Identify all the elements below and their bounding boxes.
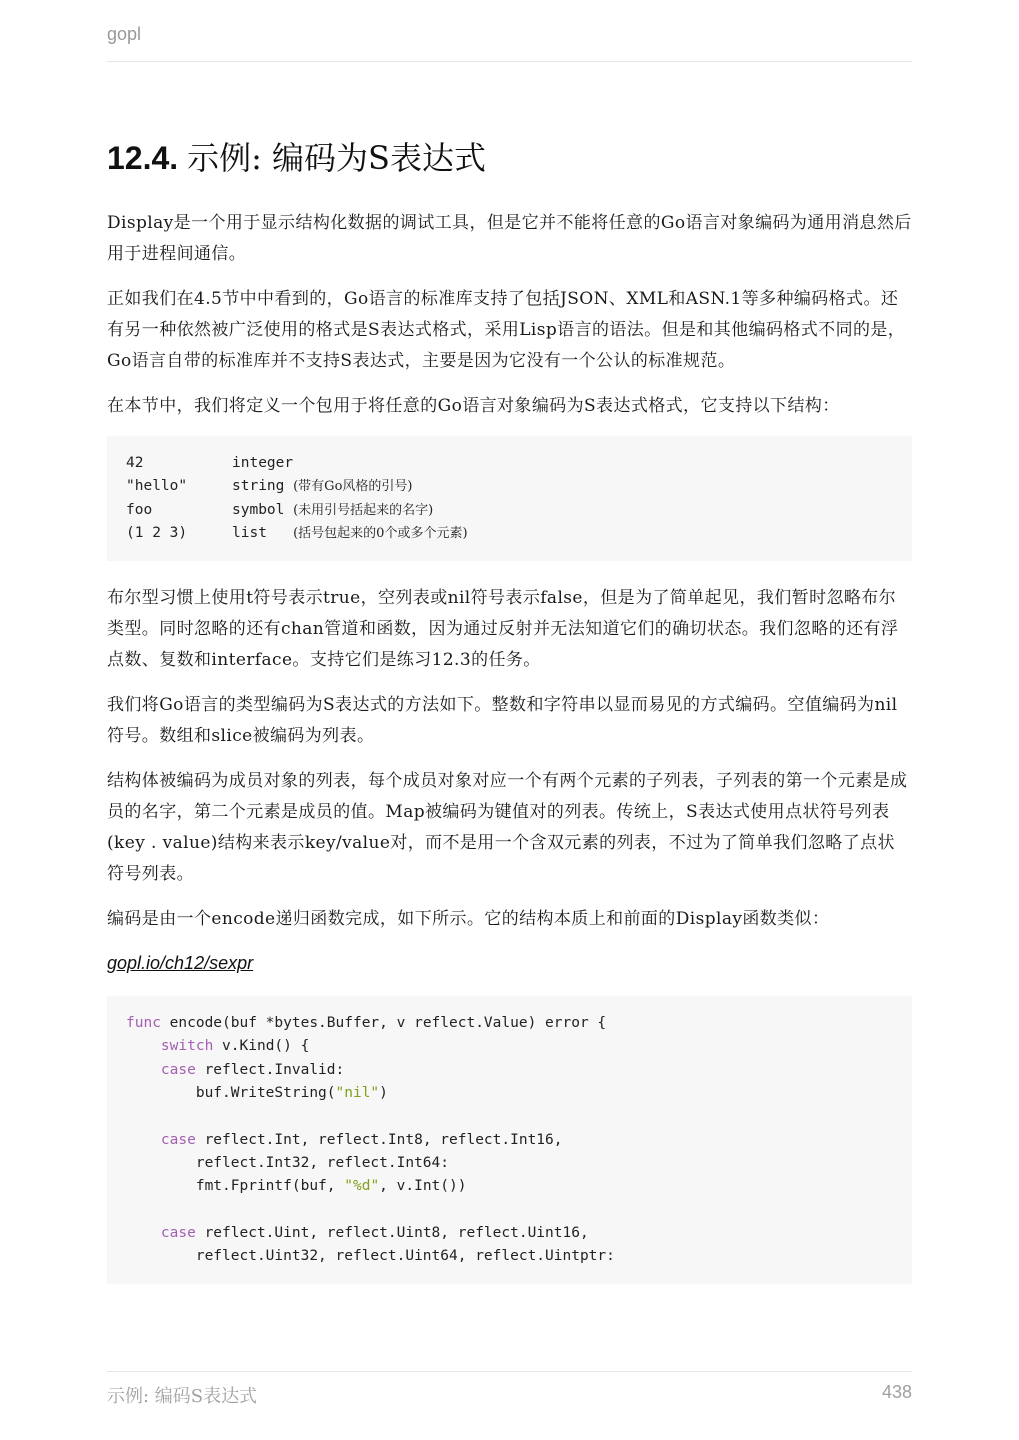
code-text: reflect.Uint, reflect.Uint8, reflect.Uint16, <box>195 1224 589 1241</box>
type-name: integer <box>232 455 294 471</box>
running-header <box>107 24 912 62</box>
code-line-blank <box>126 1199 893 1222</box>
paragraph: 布尔型习惯上使用t符号表示true，空列表或nil符号表示false，但是为了简单起见，我们暂时忽略布尔类型。同时忽略的还有chan管道和函数，因为通过反射并无法知道它们的确切状态。我们忽略的还有浮点数、复数和interface。支持它们是练习12.3的任务。 <box>107 588 899 671</box>
paragraph: 结构体被编码为成员对象的列表，每个成员对象对应一个有两个元素的子列表，子列表的第一个元素是成员的名字，第二个元素是成员的值。Map被编码为键值对的列表。传统上，S表达式使用点状符号列表(key . value)结构来表示key/value对，而不是用一个含双元素的列表，不过为了简单我们忽略了点状符号列表。 <box>107 771 908 885</box>
code-line <box>126 1129 893 1152</box>
type-desc <box>232 499 433 522</box>
type-name: list <box>232 524 294 541</box>
code-keyword: switch <box>160 1038 214 1055</box>
type-value: foo <box>126 501 153 518</box>
type-note: (括号包起来的0个或多个元素) <box>293 525 468 541</box>
code-string: "nil" <box>335 1085 380 1102</box>
code-line <box>126 1059 893 1082</box>
code-keyword: func <box>126 1015 161 1032</box>
footer-section-title: 示例: 编码S表达式 <box>107 1386 258 1407</box>
type-value: (1 2 3) <box>126 524 188 541</box>
code-line <box>126 1012 893 1035</box>
paragraph: 我们将Go语言的类型编码为S表达式的方法如下。整数和字符串以显而易见的方式编码。空值编码为nil符号。数组和slice被编码为列表。 <box>107 695 898 747</box>
source-link[interactable]: gopl.io/ch12/sexpr <box>107 953 254 974</box>
section-number: 12.4. <box>107 140 179 176</box>
code-text: ) <box>379 1085 388 1102</box>
type-name: string <box>232 478 294 495</box>
section-title-text: 示例: 编码为S表达式 <box>187 139 486 177</box>
type-row <box>126 522 893 545</box>
type-note: (未用引号括起来的名字) <box>293 502 434 518</box>
code-text: v.Kind() { <box>213 1038 310 1055</box>
type-desc <box>232 522 468 545</box>
page-number: 438 <box>881 1382 912 1402</box>
section-title <box>107 130 912 186</box>
code-keyword: case <box>160 1131 196 1148</box>
code-text: reflect.Int, reflect.Int8, reflect.Int16, <box>195 1131 563 1148</box>
type-table-block <box>107 436 912 561</box>
code-keyword: case <box>160 1224 196 1241</box>
code-block <box>107 996 912 1284</box>
code-text: fmt.Fprintf(buf, <box>126 1178 345 1195</box>
code-line <box>126 1152 893 1175</box>
type-row <box>126 475 893 498</box>
code-line <box>126 1245 893 1268</box>
type-name: symbol <box>232 501 294 518</box>
code-line-blank <box>126 1105 893 1128</box>
page-content <box>107 130 912 1306</box>
type-row <box>126 499 893 522</box>
code-line <box>126 1175 893 1198</box>
type-value: 42 <box>126 455 144 471</box>
code-line <box>126 1082 893 1105</box>
type-row <box>126 452 893 475</box>
paragraph: 正如我们在4.5节中中看到的，Go语言的标准库支持了包括JSON、XML和ASN.1等多种编码格式。还有另一种依然被广泛使用的格式是S表达式格式，采用Lisp语言的语法。但是和其他编码格式不同的是，Go语言自带的标准库并不支持S表达式，主要是因为它没有一个公认的标准规范。 <box>107 289 906 371</box>
code-keyword: case <box>160 1061 196 1078</box>
code-text: buf.WriteString( <box>126 1085 336 1102</box>
type-note: (带有Go风格的引号) <box>293 479 413 495</box>
code-text: , v.Int()) <box>379 1178 467 1195</box>
code-line <box>126 1035 893 1058</box>
code-line <box>126 1222 893 1245</box>
paragraph: 在本节中，我们将定义一个包用于将任意的Go语言对象编码为S表达式格式，它支持以下结构： <box>107 396 840 416</box>
code-text: reflect.Int32, reflect.Int64: <box>126 1154 450 1171</box>
paragraph: Display是一个用于显示结构化数据的调试工具，但是它并不能将任意的Go语言对象编码为通用消息然后用于进程间通信。 <box>107 213 912 264</box>
code-string: "%d" <box>344 1178 380 1195</box>
running-footer <box>107 1371 912 1408</box>
code-text: encode(buf *bytes.Buffer, v reflect.Value) error { <box>160 1015 607 1032</box>
book-name: gopl <box>107 24 142 44</box>
code-text: reflect.Invalid: <box>195 1061 345 1078</box>
code-text: reflect.Uint32, reflect.Uint64, reflect.Uintptr: <box>126 1248 615 1265</box>
type-desc <box>232 475 412 498</box>
type-desc <box>232 452 293 475</box>
paragraph: 编码是由一个encode递归函数完成，如下所示。它的结构本质上和前面的Display函数类似： <box>107 909 830 930</box>
type-value: "hello" <box>126 478 188 495</box>
